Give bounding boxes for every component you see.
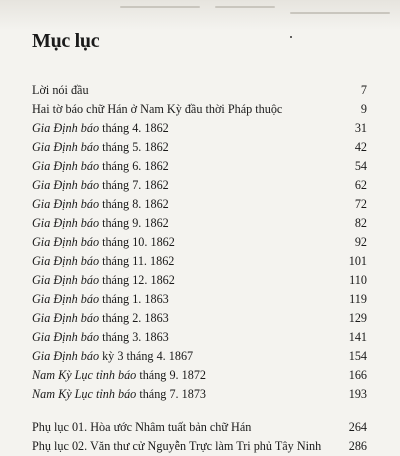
toc-entry-periodical: Gia Định báo — [32, 159, 100, 173]
toc-entry-label — [32, 176, 169, 195]
previous-page-bleed — [0, 0, 400, 30]
toc-entry-periodical: Gia Định báo — [32, 197, 100, 211]
toc-entry-label — [32, 81, 89, 100]
toc-entry-periodical: Nam Kỳ Lục tỉnh báo — [32, 368, 137, 382]
toc-entry-text: tháng 1. 1863 — [99, 292, 169, 306]
toc-entry-label — [32, 385, 206, 404]
toc-entry-page: 129 — [348, 311, 367, 325]
toc-entry-page: 92 — [354, 235, 367, 249]
toc-entry-text: Phụ lục 02. Văn thư cử Nguyễn Trực làm Tri phủ Tây Ninh — [32, 439, 322, 453]
toc-entry-page: 101 — [348, 254, 367, 268]
bleed-mark — [290, 12, 390, 14]
toc-entry-label — [32, 138, 169, 157]
toc-entry-page: 7 — [360, 83, 367, 97]
toc-entry-text: kỳ 3 tháng 4. 1867 — [99, 349, 194, 363]
toc-entry-text: Lời nói đầu — [32, 83, 89, 97]
toc-entry-page: 54 — [354, 159, 367, 173]
toc-entry — [32, 366, 367, 385]
toc-entry — [32, 119, 367, 138]
toc-entry — [32, 437, 367, 456]
toc-entry-label — [32, 347, 193, 366]
toc-entry-page: 9 — [360, 102, 367, 116]
toc-entry-label — [32, 100, 282, 119]
toc-entry-page: 193 — [348, 387, 367, 401]
toc-entry-label — [32, 195, 169, 214]
toc-appendix-list — [32, 418, 367, 456]
toc-entry-periodical: Nam Kỳ Lục tỉnh báo — [32, 387, 137, 401]
toc-entry-text: tháng 7. 1873 — [136, 387, 207, 401]
toc-entry — [32, 138, 367, 157]
toc-entry-page: 82 — [354, 216, 367, 230]
toc-entry-label — [32, 366, 206, 385]
toc-entry — [32, 176, 367, 195]
toc-entry-text: Phụ lục 01. Hòa ước Nhâm tuất bản chữ Hán — [32, 420, 252, 434]
toc-entry-page: 119 — [349, 292, 367, 306]
toc-entry — [32, 233, 367, 252]
toc-entry-label — [32, 233, 175, 252]
toc-entry-page: 72 — [354, 197, 367, 211]
toc-entry-periodical: Gia Định báo — [32, 216, 100, 230]
toc-entry-text: tháng 6. 1862 — [99, 159, 169, 173]
toc-entry-text: tháng 4. 1862 — [99, 121, 169, 135]
toc-entry-periodical: Gia Định báo — [32, 330, 100, 344]
toc-entry-periodical: Gia Định báo — [32, 254, 100, 268]
toc-entry-periodical: Gia Định báo — [32, 311, 100, 325]
toc-entry — [32, 328, 367, 347]
toc-entry — [32, 195, 367, 214]
toc-entry-label — [32, 214, 169, 233]
bleed-mark — [215, 6, 275, 8]
toc-entry-label — [32, 290, 169, 309]
toc-entry-text: tháng 9. 1872 — [136, 368, 207, 382]
bleed-mark — [120, 6, 200, 8]
speck — [290, 36, 292, 38]
toc-entry-text: Hai tờ báo chữ Hán ở Nam Kỳ đầu thời Pháp thuộc — [32, 102, 283, 116]
toc-entry — [32, 309, 367, 328]
toc-entry — [32, 214, 367, 233]
toc-entry-label — [32, 119, 169, 138]
toc-entry-periodical: Gia Định báo — [32, 235, 100, 249]
toc-entry-periodical: Gia Định báo — [32, 349, 100, 363]
toc-entry-periodical: Gia Định báo — [32, 178, 100, 192]
toc-entry-label — [32, 309, 169, 328]
toc-entry-label — [32, 252, 174, 271]
toc-entry — [32, 81, 367, 100]
toc-entry — [32, 290, 367, 309]
toc-entry-page: 264 — [348, 420, 367, 434]
toc-entry-page: 286 — [348, 439, 367, 453]
toc-entry-periodical: Gia Định báo — [32, 273, 100, 287]
toc-entry-text: tháng 5. 1862 — [99, 140, 169, 154]
toc-entry-text: tháng 7. 1862 — [99, 178, 169, 192]
toc-entry-text: tháng 9. 1862 — [99, 216, 169, 230]
toc-entry — [32, 418, 367, 437]
toc-entry-text: tháng 2. 1863 — [99, 311, 169, 325]
toc-entry-label — [32, 328, 169, 347]
page-title: Mục lục — [32, 30, 100, 52]
toc-entry-label — [32, 271, 175, 290]
toc-entry — [32, 252, 367, 271]
toc-entry-label — [32, 418, 251, 437]
toc-entry — [32, 271, 367, 290]
toc-entry-periodical: Gia Định báo — [32, 292, 100, 306]
toc-entry-page: 62 — [354, 178, 367, 192]
toc-entry-periodical: Gia Định báo — [32, 140, 100, 154]
toc-entry-page: 42 — [354, 140, 367, 154]
toc-main-list — [32, 81, 367, 404]
toc-entry-label — [32, 157, 169, 176]
toc-entry — [32, 157, 367, 176]
toc-entry-periodical: Gia Định báo — [32, 121, 100, 135]
toc-entry-page: 110 — [349, 273, 367, 287]
toc-entry-page: 166 — [348, 368, 367, 382]
toc-entry-text: tháng 11. 1862 — [99, 254, 175, 268]
toc-entry — [32, 347, 367, 366]
toc-entry-text: tháng 10. 1862 — [99, 235, 175, 249]
toc-entry — [32, 100, 367, 119]
toc-entry-text: tháng 8. 1862 — [99, 197, 169, 211]
toc-entry-page: 141 — [348, 330, 367, 344]
toc-entry-text: tháng 12. 1862 — [99, 273, 175, 287]
toc-gap — [32, 404, 367, 418]
toc-entry-label — [32, 437, 321, 456]
toc-entry — [32, 385, 367, 404]
toc-entry-page: 31 — [354, 121, 367, 135]
toc-entry-page: 154 — [348, 349, 367, 363]
toc-entry-text: tháng 3. 1863 — [99, 330, 169, 344]
